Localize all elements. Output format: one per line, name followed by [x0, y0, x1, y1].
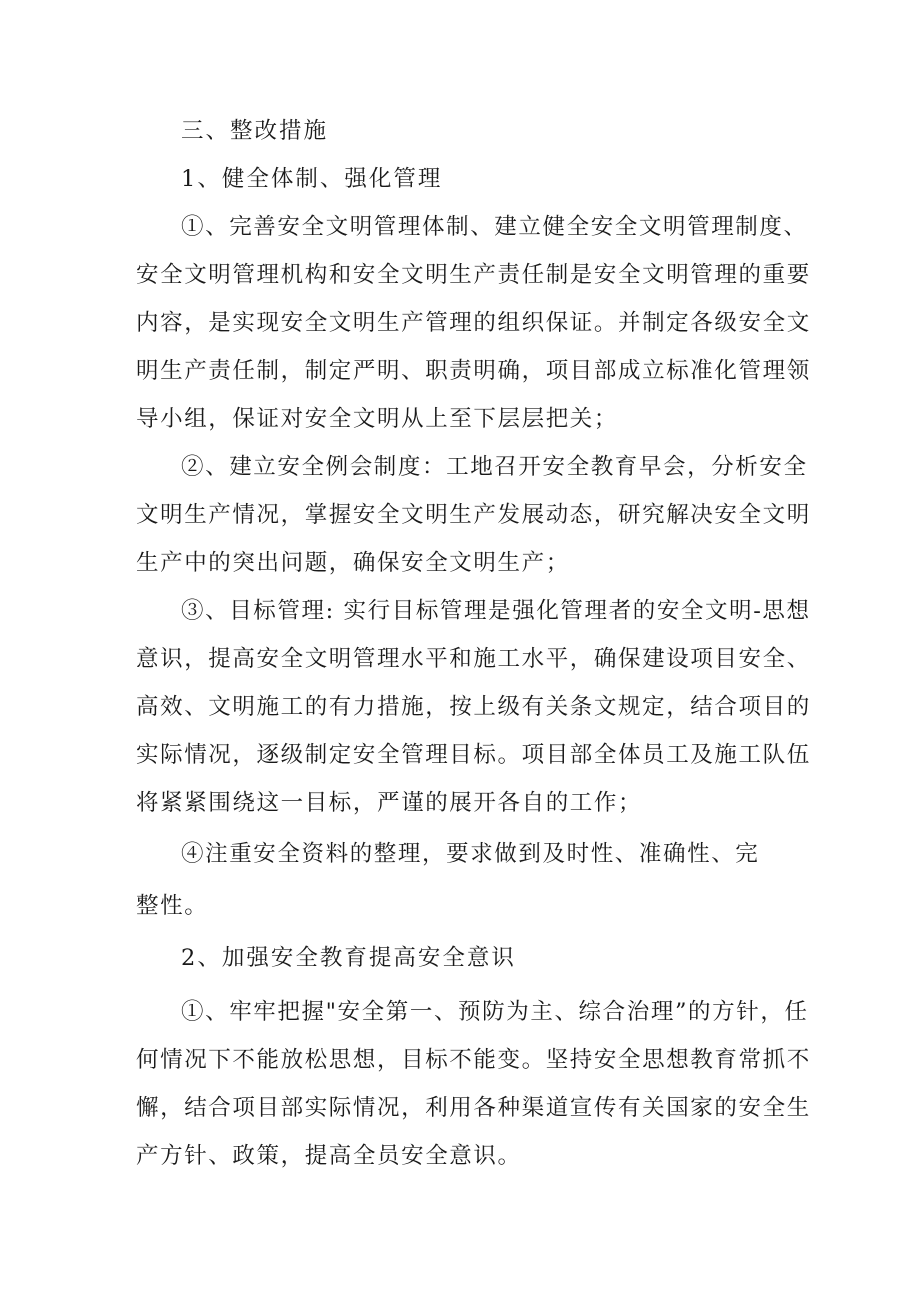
paragraph-line: ④注重安全资料的整理，要求做到及时性、准确性、完 [181, 841, 760, 867]
paragraph-line: 实际情况，逐级制定安全管理目标。项目部全体员工及施工队伍 [136, 742, 811, 768]
paragraph-line: 生产中的突出问题，确保安全文明生产； [136, 550, 570, 576]
paragraph-line: 内容，是实现安全文明生产管理的组织保证。并制定各级安全文 [136, 310, 811, 336]
subsection-1-title: 1、健全体制、强化管理 [181, 166, 443, 192]
paragraph-line: 意识，提高安全文明管理水平和施工水平，确保建设项目安全、 [136, 646, 811, 672]
paragraph-line: 文明生产情况，掌握安全文明生产发展动态，研究解决安全文明 [136, 502, 811, 528]
paragraph-line: ①、完善安全文明管理体制、建立健全安全文明管理制度、 [181, 214, 808, 240]
paragraph-line: 产方针、政策，提高全员安全意识。 [136, 1143, 522, 1169]
paragraph-line: ②、建立安全例会制度：工地召开安全教育早会，分析安全 [181, 454, 808, 480]
paragraph-line: ①、牢牢把握"安全第一、预防为主、综合治理”的方针，任 [181, 999, 809, 1025]
paragraph-line: 明生产责任制，制定严明、职责明确，项目部成立标准化管理领 [136, 358, 811, 384]
paragraph-line: 安全文明管理机构和安全文明生产责任制是安全文明管理的重要 [136, 262, 811, 288]
paragraph-line: 高效、文明施工的有力措施，按上级有关条文规定，结合项目的 [136, 694, 811, 720]
paragraph-line: ③、目标管理: 实行目标管理是强化管理者的安全文明-思想 [181, 598, 811, 624]
paragraph-line: 整性。 [136, 893, 209, 919]
section-heading: 三、整改措施 [181, 118, 329, 144]
paragraph-line: 何情况下不能放松思想，目标不能变。坚持安全思想教育常抓不 [136, 1047, 811, 1073]
paragraph-line: 导小组，保证对安全文明从上至下层层把关； [136, 406, 619, 432]
paragraph-line: 将紧紧围绕这一目标，严谨的展开各自的工作； [136, 790, 643, 816]
paragraph-line: 懈，结合项目部实际情况，利用各种渠道宣传有关国家的安全生 [136, 1095, 811, 1121]
subsection-2-title: 2、加强安全教育提高安全意识 [181, 945, 516, 971]
